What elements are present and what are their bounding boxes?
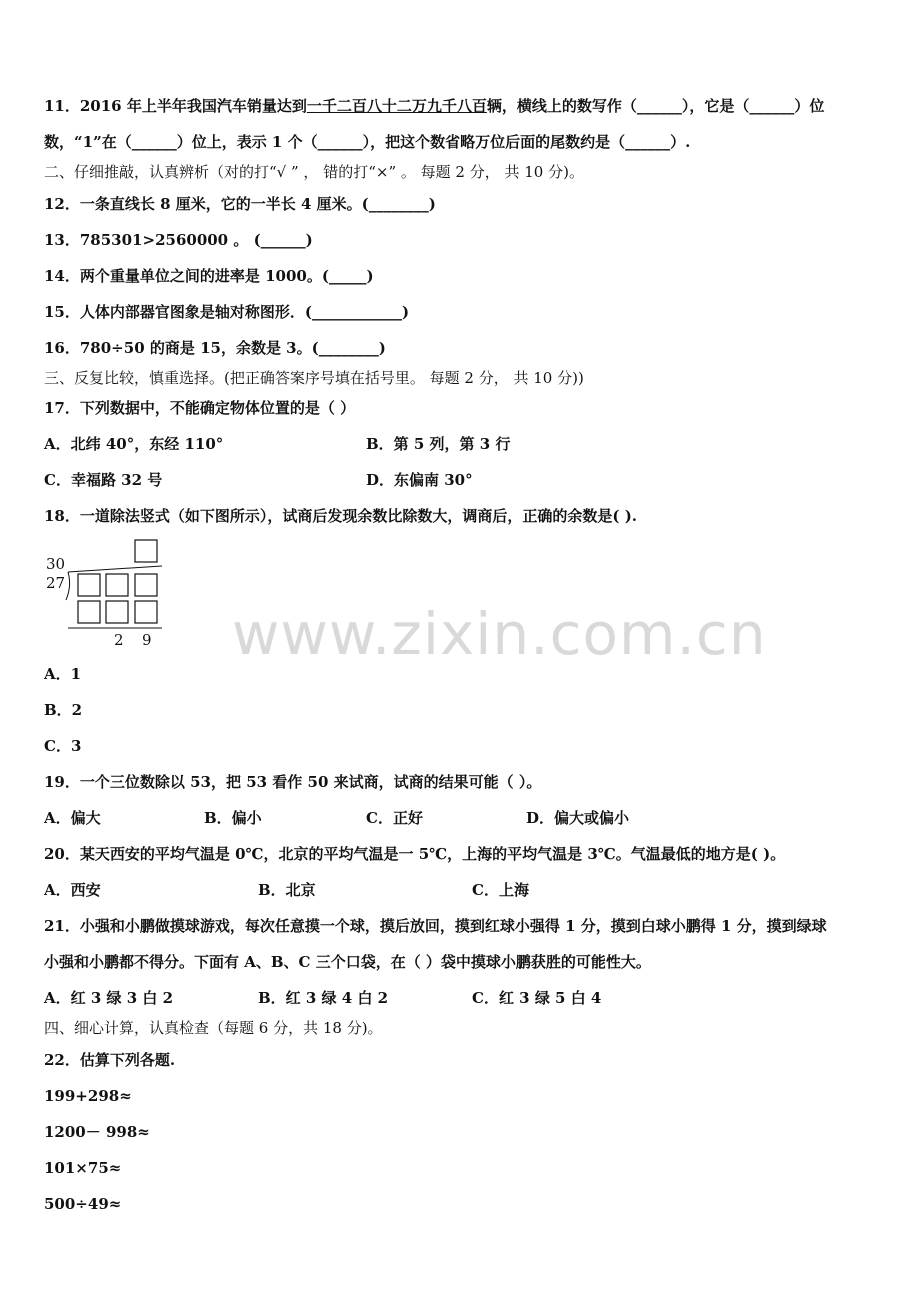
q21-line2: 小强和小鹏都不得分。下面有 A、B、C 三个口袋，在（ ）袋中摸球小鹏获胜的可能性大。 bbox=[44, 953, 651, 971]
remainder-digit-ones: 9 bbox=[142, 631, 152, 649]
digit-box bbox=[135, 574, 157, 596]
q11-text-a: 11．2016 年上半年我国汽车销量达到 bbox=[44, 97, 307, 115]
q19-stem: 19．一个三位数除以 53，把 53 看作 50 来试商，试商的结果可能（ ）。 bbox=[44, 773, 542, 791]
q11-text-b: 辆，横线上的数写作（______），它是（______）位 bbox=[486, 97, 825, 115]
section3-title: 三、反复比较，慎重选择。(把正确答案序号填在括号里。 每题 2 分， 共 10 分)) bbox=[44, 369, 584, 387]
q21-option-c: C．红 3 绿 5 白 4 bbox=[472, 989, 602, 1007]
q22-item-4: 500÷49≈ bbox=[44, 1195, 122, 1213]
q22-stem: 22．估算下列各题. bbox=[44, 1051, 176, 1069]
q14: 14．两个重量单位之间的进率是 1000。(_____) bbox=[44, 267, 374, 285]
q19-option-b: B．偏小 bbox=[204, 809, 262, 827]
q17-stem: 17．下列数据中，不能确定物体位置的是（ ） bbox=[44, 399, 356, 417]
q19-option-a: A．偏大 bbox=[44, 809, 101, 827]
q18-option-b: B．2 bbox=[44, 701, 83, 719]
q18-stem: 18．一道除法竖式（如下图所示），试商后发现余数比除数大，调商后，正确的余数是( ). bbox=[44, 507, 638, 525]
q18-option-a: A．1 bbox=[44, 665, 82, 683]
section4-title: 四、细心计算，认真检查（每题 6 分，共 18 分)。 bbox=[44, 1019, 383, 1037]
watermark: www.zixin.com.cn bbox=[232, 600, 767, 668]
section2-title: 二、仔细推敲，认真辨析（对的打“√ ” ， 错的打“×” 。 每题 2 分， 共 10 分)。 bbox=[44, 163, 584, 181]
digit-box bbox=[78, 574, 100, 596]
long-division-figure bbox=[44, 538, 174, 650]
q15: 15．人体内部器官图象是轴对称图形．(____________) bbox=[44, 303, 410, 321]
q11-underlined-number: 一千二百八十二万九千八百 bbox=[306, 97, 487, 115]
q17-option-a: A．北纬 40°，东经 110° bbox=[44, 435, 224, 453]
q21-option-a: A．红 3 绿 3 白 2 bbox=[44, 989, 174, 1007]
q11-line2: 数，“1”在（______）位上，表示 1 个（______），把这个数省略万位后面的尾数约是（______）. bbox=[44, 133, 691, 151]
q11-line1 bbox=[44, 96, 824, 116]
remainder-digit-tens: 2 bbox=[114, 631, 124, 649]
divisor-row: 27 bbox=[46, 574, 66, 592]
q21-line1: 21．小强和小鹏做摸球游戏，每次任意摸一个球，摸后放回，摸到红球小强得 1 分，摸到白球小鹏得 1 分，摸到绿球 bbox=[44, 917, 827, 935]
q18-option-c: C．3 bbox=[44, 737, 82, 755]
q21-option-b: B．红 3 绿 4 白 2 bbox=[258, 989, 389, 1007]
division-bar bbox=[68, 566, 162, 572]
dividend-top: 30 bbox=[46, 555, 66, 573]
q17-option-b: B．第 5 列，第 3 行 bbox=[366, 435, 511, 453]
quotient-box bbox=[135, 540, 157, 562]
q20-option-b: B．北京 bbox=[258, 881, 316, 899]
q20-option-a: A．西安 bbox=[44, 881, 101, 899]
digit-box bbox=[106, 574, 128, 596]
q12: 12．一条直线长 8 厘米，它的一半长 4 厘米。(________) bbox=[44, 195, 436, 213]
q16: 16．780÷50 的商是 15，余数是 3。(________) bbox=[44, 339, 386, 357]
q19-option-c: C．正好 bbox=[366, 809, 423, 827]
division-bracket bbox=[66, 572, 70, 600]
q13: 13．785301>2560000 。 (______) bbox=[44, 231, 313, 249]
digit-box bbox=[135, 601, 157, 623]
q22-item-1: 199+298≈ bbox=[44, 1087, 132, 1105]
q22-item-3: 101×75≈ bbox=[44, 1159, 122, 1177]
q19-option-d: D．偏大或偏小 bbox=[526, 809, 630, 827]
q20-stem: 20．某天西安的平均气温是 0℃，北京的平均气温是一 5℃，上海的平均气温是 3℃。气温最低的地方是( )。 bbox=[44, 845, 786, 863]
digit-box bbox=[106, 601, 128, 623]
q17-option-d: D．东偏南 30° bbox=[366, 471, 473, 489]
q20-option-c: C．上海 bbox=[472, 881, 529, 899]
digit-box bbox=[78, 601, 100, 623]
q22-item-2: 1200－ 998≈ bbox=[44, 1123, 150, 1141]
q17-option-c: C．幸福路 32 号 bbox=[44, 471, 163, 489]
